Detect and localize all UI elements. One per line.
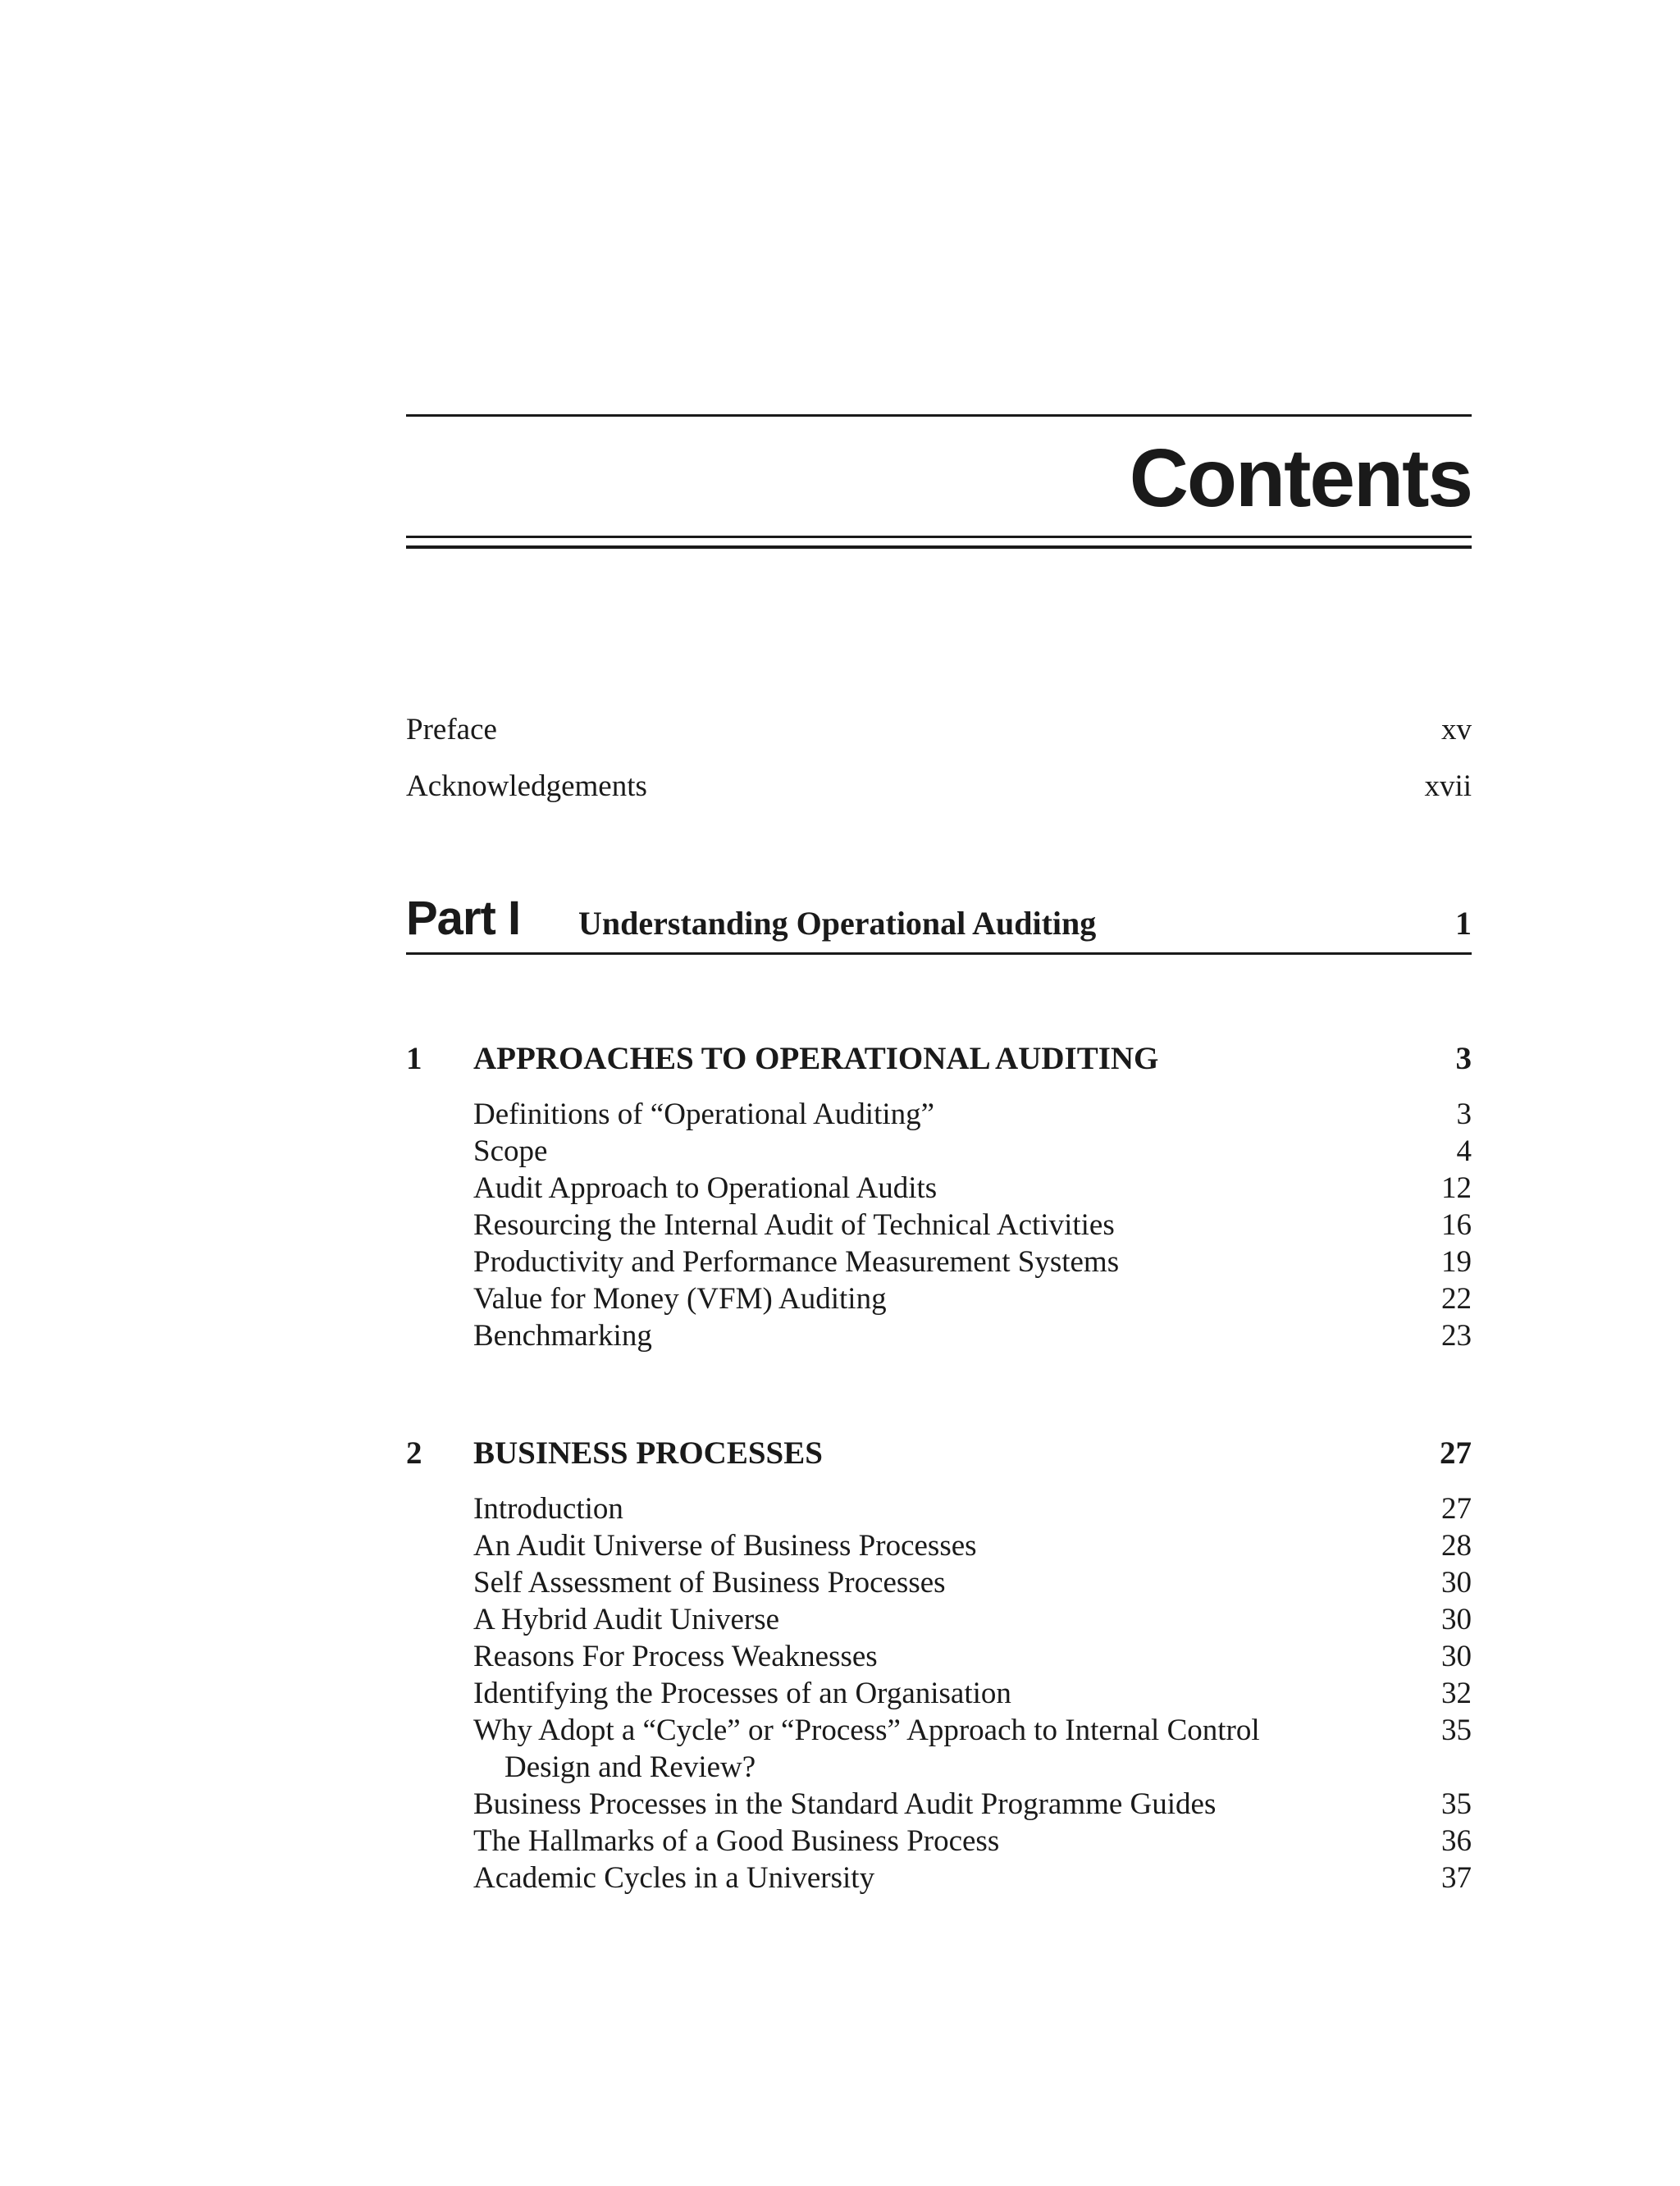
chapter-entries	[473, 1490, 1472, 1896]
toc-entry-label: Acknowledgements	[406, 769, 647, 803]
toc-entry-label-line: Introduction	[473, 1492, 623, 1526]
chapter-heading[interactable]	[406, 1038, 1472, 1079]
toc-entry[interactable]	[473, 1860, 1472, 1896]
toc-entry-label-line: Self Assessment of Business Processes	[473, 1566, 946, 1600]
toc-entry-label-line: Value for Money (VFM) Auditing	[473, 1282, 887, 1316]
toc-entry-label-line: Definitions of “Operational Auditing”	[473, 1098, 935, 1131]
toc-entry-label-line: Benchmarking	[473, 1319, 652, 1353]
toc-entry-label	[473, 1207, 1115, 1244]
toc-entry[interactable]	[473, 1317, 1472, 1354]
toc-entry-label	[473, 1133, 547, 1170]
toc-entry-page: 12	[1441, 1171, 1472, 1205]
toc-entry-page: 35	[1441, 1787, 1472, 1821]
part-heading[interactable]	[406, 891, 1472, 955]
chapter-entries	[473, 1096, 1472, 1354]
toc-entry-label: Preface	[406, 713, 497, 746]
toc-entry[interactable]	[473, 1527, 1472, 1564]
front-matter	[406, 701, 1472, 815]
toc-entry-page: xvii	[1424, 769, 1472, 803]
toc-entry-label	[473, 1823, 999, 1860]
toc-entry-label	[473, 1712, 1260, 1786]
toc-entry[interactable]	[473, 1133, 1472, 1170]
toc-entry-label-line: Reasons For Process Weaknesses	[473, 1640, 878, 1673]
toc-entry[interactable]	[473, 1244, 1472, 1280]
toc-entry[interactable]	[473, 1712, 1472, 1786]
chapter-2	[406, 1433, 1472, 1896]
chapter-page: 27	[1440, 1435, 1472, 1471]
toc-entry-page: 36	[1441, 1824, 1472, 1858]
toc-entry-label	[473, 1601, 779, 1638]
toc-entry-label-line: Academic Cycles in a University	[473, 1861, 875, 1895]
toc-entry-label-line: A Hybrid Audit Universe	[473, 1603, 780, 1636]
chapter-title: APPROACHES TO OPERATIONAL AUDITING	[473, 1041, 1159, 1076]
toc-entry-label	[473, 1860, 874, 1896]
toc-entry[interactable]	[473, 1280, 1472, 1317]
toc-entry-page: 3	[1456, 1098, 1472, 1131]
toc-entry-label	[473, 1490, 623, 1527]
toc-entry-page: 19	[1441, 1245, 1472, 1279]
toc-entry-label-line: Scope	[473, 1134, 548, 1168]
toc-entry-label-line: Why Adopt a “Cycle” or “Process” Approach to Internal Control	[473, 1714, 1260, 1747]
toc-entry-page: 35	[1441, 1714, 1472, 1747]
toc-entry[interactable]	[473, 1564, 1472, 1601]
contents-page	[406, 414, 1472, 1896]
toc-entry[interactable]	[473, 1675, 1472, 1712]
toc-entry-page: 27	[1441, 1492, 1472, 1526]
toc-entry[interactable]	[473, 1786, 1472, 1823]
toc-entry-page: 37	[1441, 1861, 1472, 1895]
toc-entry-label	[473, 1564, 946, 1601]
toc-entry-preface[interactable]	[406, 701, 1472, 758]
toc-entry-page: 16	[1441, 1208, 1472, 1242]
toc-entry-page: 22	[1441, 1282, 1472, 1316]
chapter-heading[interactable]	[406, 1433, 1472, 1474]
toc-entry[interactable]	[473, 1207, 1472, 1244]
toc-entry-page: xv	[1441, 713, 1472, 746]
part-label: Part I	[406, 892, 521, 945]
page-title: Contents	[1129, 432, 1472, 524]
toc-entry-label-line: An Audit Universe of Business Processes	[473, 1529, 977, 1563]
chapter-number: 2	[406, 1435, 422, 1471]
toc-entry-label	[473, 1170, 937, 1207]
toc-entry-label	[473, 1317, 652, 1354]
chapter-page: 3	[1455, 1041, 1472, 1076]
part-title: Understanding Operational Auditing	[578, 905, 1097, 942]
toc-entry-page: 30	[1441, 1566, 1472, 1600]
toc-entry-page: 23	[1441, 1319, 1472, 1353]
toc-entry-label-line: Productivity and Performance Measurement Systems	[473, 1245, 1120, 1279]
toc-entry-label	[473, 1244, 1119, 1280]
toc-entry-label	[473, 1096, 934, 1133]
double-rule	[406, 536, 1472, 549]
toc-entry[interactable]	[473, 1170, 1472, 1207]
toc-entry-label-line: Identifying the Processes of an Organisation	[473, 1677, 1011, 1710]
toc-entry-label	[473, 1280, 887, 1317]
part-page: 1	[1455, 905, 1472, 942]
toc-entry-label-continuation: Design and Review?	[504, 1750, 756, 1784]
toc-entry-label-line: Business Processes in the Standard Audit Programme Guides	[473, 1787, 1217, 1821]
toc-entry-page: 28	[1441, 1529, 1472, 1563]
toc-entry-page: 32	[1441, 1677, 1472, 1710]
toc-entry-page: 4	[1456, 1134, 1472, 1168]
toc-entry-label	[473, 1638, 878, 1675]
toc-entry[interactable]	[473, 1601, 1472, 1638]
toc-entry-label	[473, 1786, 1216, 1823]
toc-entry[interactable]	[473, 1638, 1472, 1675]
toc-entry-label	[473, 1527, 977, 1564]
toc-entry-label-line: Audit Approach to Operational Audits	[473, 1171, 938, 1205]
chapter-1	[406, 1038, 1472, 1354]
toc-entry[interactable]	[473, 1823, 1472, 1860]
toc-entry-page: 30	[1441, 1640, 1472, 1673]
toc-entry[interactable]	[473, 1490, 1472, 1527]
toc-entry-acknowledgements[interactable]	[406, 758, 1472, 815]
chapter-title: BUSINESS PROCESSES	[473, 1435, 823, 1471]
top-rule	[406, 414, 1472, 417]
toc-entry-label-line: Resourcing the Internal Audit of Technical Activities	[473, 1208, 1115, 1242]
toc-entry-page: 30	[1441, 1603, 1472, 1636]
toc-entry-label-line: The Hallmarks of a Good Business Process	[473, 1824, 1000, 1858]
toc-entry-label	[473, 1675, 1011, 1712]
chapter-number: 1	[406, 1041, 422, 1076]
toc-entry[interactable]	[473, 1096, 1472, 1133]
